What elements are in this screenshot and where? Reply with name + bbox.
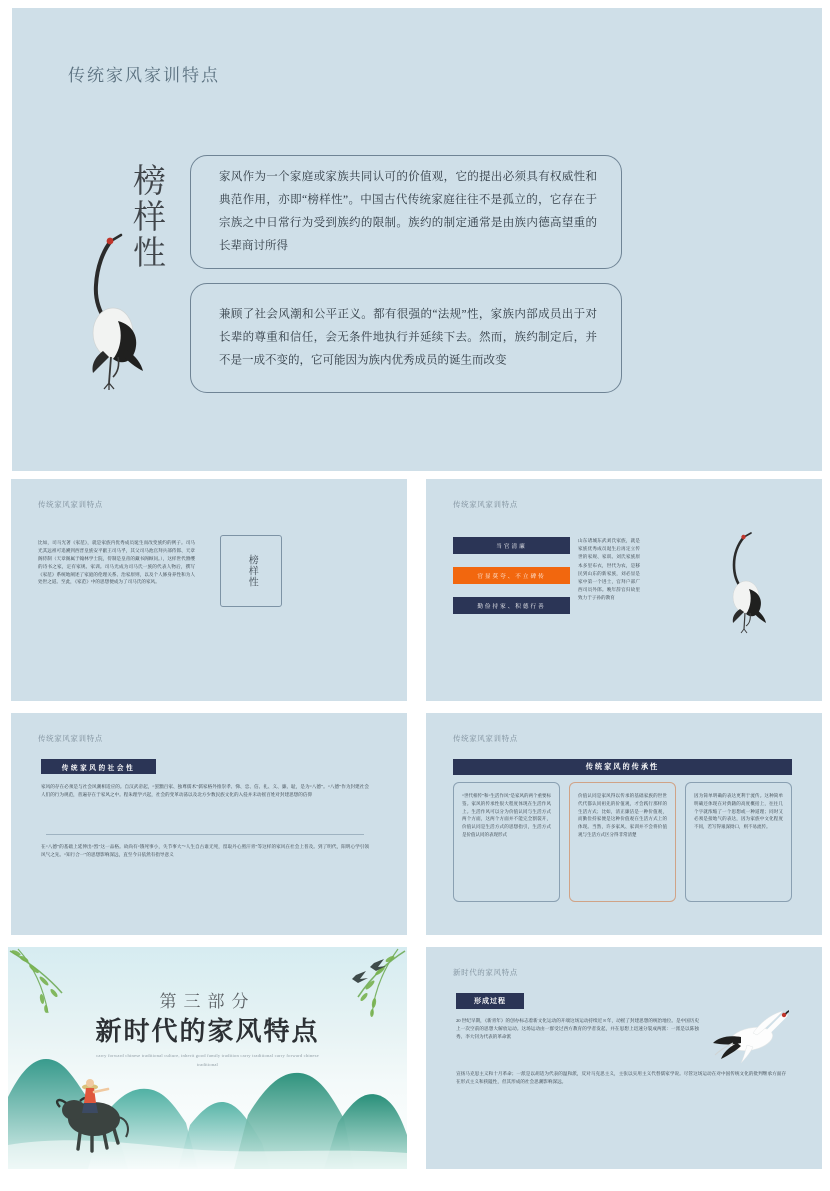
slide-6-section-divider[interactable] [8,947,407,1169]
hero-text-box-1 [190,155,622,269]
flying-crane-illustration [711,1005,789,1067]
slide-5-heading-band [453,759,792,775]
slide-5[interactable] [423,713,822,935]
slide-2[interactable] [8,479,407,701]
slide-2-vertical-label-box [220,535,282,607]
slide-7-title: 新时代的家风特点 [453,968,518,977]
hero-text-box-2 [190,283,622,393]
slide-3[interactable] [423,479,822,701]
slide-5-card-2-text: 价值认同是家风得以传承的基础家族的世世代代都认同祖先的价值观，才会践行那样的生活方式；比如，清正廉洁是一种价值观，而勤俭持家便是这种价值观在生活方式上的体现。当然，许多家风、家训并不会将价值观与生活方式区分得非常清楚 [578,793,667,838]
slide-7[interactable] [423,947,822,1169]
slide-5-card-row [453,782,792,902]
crane-illustration-small [713,531,775,636]
slide-7-paragraph-2: 宣扬马克思主义和十月革命；一派是以胡适为代表的温和派，反对马克思主义，主张以实用主义代替儒家学说。尽管这场运动在对中国传统文化的批判继承方面存在形式主义和狭隘性，但其形成的社会思潮影响深远。 [456,1071,786,1084]
slide-7-heading-band [456,993,524,1009]
section-subtitle-en: carry forward chinese traditional culture, inherit good family tradition carry traditional carry forward chinese traditional [96,1053,319,1067]
slide-4-paragraph-1: 家风的存在必须是与社会风潮相适应的。自汉武帝起，“罢黜百家、独尊儒术”儒家格外推崇孝、悌、忠、信、礼、义、廉、耻，是为“八德”。“八德”作为封建社会人们的行为规范，普遍存在于家风之中。程朱理学兴起，社会的变革动荡以及北方少数民族文化的入侵并未动摇百姓对封建思想的信仰 [41,784,369,797]
hero-paragraph-2: 兼顾了社会风潮和公平正义。都有很强的“法规”性，家族内部成员出于对长辈的尊重和信任，会无条件地执行并延续下去。然而，族约制定后，并不是一成不变的，它可能因为族内优秀成员的诞生而改变 [219,308,597,367]
slide-2-body [38,539,195,586]
slide-2-title: 传统家风家训特点 [38,500,103,509]
slide-3-bar-list [453,537,570,627]
slide-3-body [578,537,640,602]
slide-hero[interactable] [8,8,822,471]
slide-4-heading: 传统家风的社会性 [61,764,136,772]
slide-3-bar-1[interactable]: 当官清廉 [453,537,570,554]
slide-5-card-3-text: 因为简单明确的表达更利于流传。这种简单明确还体现在对典籍的高度概括上，往往几个字就浓缩了一个思想或一种道理；同时又必须是接地气的表达，因为家族中文化程度不同，若写得艰深拗口，则不易流传。 [694,793,783,830]
hero-vertical-label: 榜样性 [128,163,164,271]
divider [46,834,364,835]
slide-2-paragraph: 比如，司马光著《家范》，就是家族内优秀成员诞生而改变族约的例子。司马光其远祖可追溯到西晋皇族安平献王司马孚，其父司马池官拜兵部侍郎、天章阁侍制（天章阁属于翰林学士院，侍制是皇帝的藏书阁顾问。），这样世代簪缨的诗书之家，定有家规、家训。司马光成为司马氏一族的代表人物后，撰写《家范》系统地阐述了家庭的伦理关系、治家原则，以及个人修身养性和为人处世之道。至此，《家范》中的思想便成为了司马氏的家风。 [38,540,195,585]
slide-3-bar-3[interactable]: 勤俭持家、积德行善 [453,597,570,614]
slide-5-title: 传统家风家训特点 [453,734,518,743]
landscape-scene [8,947,407,1169]
slide-3-paragraph: 山东诸城东武刘氏家族，就是家族优秀成员诞生后再定立传世的家规、家训。刘氏家族原本多里布衣，世代为农，是移民到山东的新家族，刘必显是家中第一个进士，官拜户部广西司员外郎。晚年辞官归故里致力于子孙的教育 [578,538,640,601]
page-title: 传统家风家训特点 [68,66,220,85]
slide-7-heading: 形成过程 [474,997,506,1005]
slide-5-card-3[interactable] [685,782,792,902]
slide-7-paragraph-1: 20 世纪早期，《新青年》的创办标志着新文化运动的开端这场运动持续近 8 年，动摇了封建思想的统治地位。是中国历史上一次空前的思想大解放运动。这场运动由一群受过西方教育的学者发起，并在思想上迅速分裂成两派：一派是以陈独秀、李大钊为代表的革命派 [456,1018,699,1039]
slide-5-card-2[interactable] [569,782,676,902]
slide-5-card-1-text: “世代相传”和“生活作风”是家风的两个重要标签。家风的传承性很大程度体现在生活作风上。生活作风可以分为价值认同与生活方式两个方面，这两个方面并不能完全割裂开，价值认同是生活方式的思想指引，生活方式是价值认同的表现形式 [462,793,551,838]
section-title: 新时代的家风特点 [95,1016,320,1046]
hero-paragraph-1: 家风作为一个家庭或家族共同认可的价值观，它的提出必须具有权威性和典范作用，亦即“榜样性”。中国古代传统家庭往往不是孤立的，它存在于宗族之中日常行为受到族约的限制。族约的制定通常是由族内德高望重的长辈商讨所得 [219,171,597,252]
slide-4-paragraph-2: 在“八德”的基础上延伸出“烈”这一品格。故尚有“饿死事小，失节事大”“人生自古谁无死，留取丹心照汗青”等这样的家风在社会上普及。到了明代，阳明心学引领风气之先。“知行合一”的思想影响深远，直至今日依然有指导意义 [41,844,369,857]
slide-4-heading-band [41,759,156,774]
slide-2-vertical-label: 榜样性 [246,554,258,588]
slide-5-card-1[interactable] [453,782,560,902]
slide-3-bar-2[interactable]: 官显莫夸、不立碑传 [453,567,570,584]
slide-4-title: 传统家风家训特点 [38,734,103,743]
slide-5-heading: 传统家风的传承性 [585,763,660,771]
slide-4[interactable] [8,713,407,935]
crane-illustration [63,233,158,393]
section-label: 第三部分 [159,992,256,1011]
slide-3-title: 传统家风家训特点 [453,500,518,509]
